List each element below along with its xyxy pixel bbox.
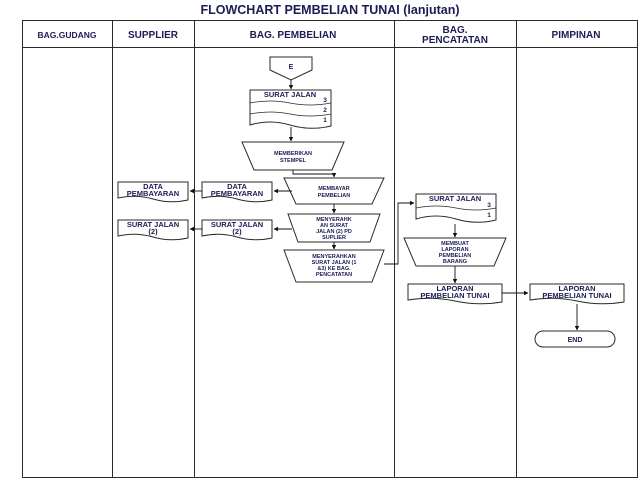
document-laporan-pencatatan: [408, 284, 502, 304]
menyerahkan-supplier-line-4: SUPLIER: [322, 235, 346, 241]
arrow-to-surat-jalan-pencatatan: [384, 203, 414, 264]
process-menyerahkan-ke-pencatatan: [284, 250, 384, 282]
surat-jalan-pembelian-title: SURAT JALAN: [263, 90, 317, 99]
memberikan-stempel-line-2: STEMPEL: [280, 158, 306, 164]
document-laporan-pimpinan: [530, 284, 624, 304]
diagram-title: FLOWCHART PEMBELIAN TUNAI (lanjutan): [200, 3, 460, 17]
surat-jalan-pencatatan-title: SURAT JALAN: [428, 194, 482, 203]
lane-header-pencatatan-2: PENCATATAN: [422, 35, 488, 46]
menyerahkan-supplier-line-2: AN SURAT: [319, 223, 349, 229]
lane-header-supplier: SUPPLIER: [127, 30, 179, 41]
surat-jalan-2-supplier-line-2: (2): [148, 227, 158, 236]
memberikan-stempel-line-1: MEMBERIKAN: [274, 151, 312, 157]
data-pembayaran-pembelian-line-2: PEMBAYARAN: [210, 189, 264, 198]
membuat-laporan-line-2: LAPORAN: [441, 247, 469, 253]
laporan-pencatatan-line-2: PEMBELIAN TUNAI: [420, 291, 490, 300]
surat-jalan-pencatatan-copy-1: 1: [487, 212, 491, 219]
laporan-pencatatan-line-1: LAPORAN: [436, 284, 474, 293]
menyerahkan-supplier-line-3: JALAN (2) PD: [316, 229, 352, 235]
surat-jalan-2-supplier-line-1: SURAT JALAN: [126, 220, 180, 229]
data-pembayaran-pembelian-line-1: DATA: [227, 182, 247, 191]
end-label: END: [567, 337, 583, 344]
surat-jalan-pembelian-copy-1: 1: [323, 117, 327, 124]
data-pembayaran-supplier-line-2: PEMBAYARAN: [126, 189, 180, 198]
document-data-pembayaran-supplier: [118, 182, 188, 202]
document-surat-jalan-pembelian: [250, 90, 331, 128]
surat-jalan-2-pembelian-line-1: SURAT JALAN: [210, 220, 264, 229]
lane-header-gudang: BAG.GUDANG: [37, 30, 97, 40]
surat-jalan-2-pembelian-line-2: (2): [232, 227, 242, 236]
surat-jalan-pencatatan-copy-3: 3: [487, 202, 491, 209]
membuat-laporan-line-3: PEMBELIAN: [438, 253, 472, 259]
membayar-pembelian-line-2: PEMBELIAN: [317, 193, 351, 199]
process-menyerahkan-surat-jalan-supplier: [288, 214, 380, 242]
data-pembayaran-supplier-line-1: DATA: [143, 182, 163, 191]
membayar-pembelian-line-1: MEMBAYAR: [318, 186, 350, 192]
surat-jalan-pembelian-copy-2: 2: [323, 107, 327, 114]
terminator-end: [535, 331, 615, 347]
menyerahkan-pencatatan-line-3: &3) KE BAG.: [317, 266, 351, 272]
document-data-pembayaran-pembelian: [202, 182, 272, 202]
process-membayar-pembelian: [284, 178, 384, 204]
flow-connectors: [190, 80, 577, 330]
laporan-pimpinan-line-2: PEMBELIAN TUNAI: [542, 291, 612, 300]
document-surat-jalan-pencatatan: [416, 194, 496, 222]
document-surat-jalan-2-supplier: [118, 220, 188, 240]
process-membuat-laporan: [404, 238, 506, 266]
laporan-pimpinan-line-1: LAPORAN: [558, 284, 596, 293]
menyerahkan-pencatatan-line-2: SURAT JALAN (1: [311, 260, 357, 266]
connector-e-label: E: [288, 64, 294, 71]
process-memberikan-stempel: [242, 142, 344, 170]
document-surat-jalan-2-pembelian: [202, 220, 272, 240]
connector-e: [270, 57, 312, 80]
lane-header-pembelian: BAG. PEMBELIAN: [249, 30, 337, 41]
membuat-laporan-line-4: BARANG: [442, 259, 468, 265]
membuat-laporan-line-1: MEMBUAT: [441, 241, 469, 247]
arrow-stempel-to-membayar: [293, 170, 334, 177]
diagram-frame: [23, 21, 638, 478]
menyerahkan-supplier-line-1: MENYERAHK: [316, 217, 352, 223]
lane-header-pencatatan-1: BAG.: [442, 25, 468, 36]
surat-jalan-pembelian-copy-3: 3: [323, 97, 327, 104]
lane-header-pimpinan: PIMPINAN: [551, 30, 601, 41]
menyerahkan-pencatatan-line-4: PENCATATAN: [315, 272, 353, 278]
menyerahkan-pencatatan-line-1: MENYERAHKAN: [312, 254, 356, 260]
